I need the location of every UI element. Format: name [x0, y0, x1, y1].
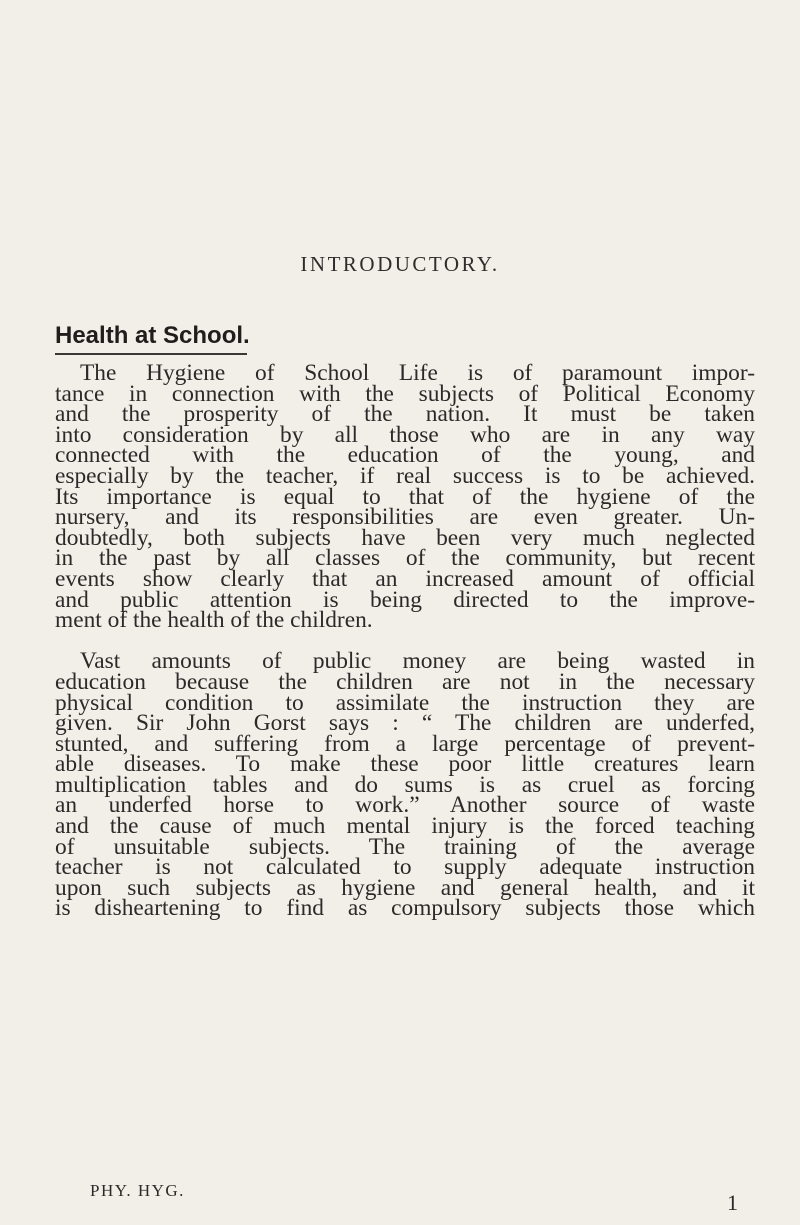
text-line: of unsuitable subjects. The training of the average: [55, 833, 755, 860]
page-number: 1: [727, 1190, 738, 1215]
text-line: tance in connection with the subjects of Political Economy: [55, 380, 755, 407]
text-line: teacher is not calculated to supply adequate instruction: [55, 854, 755, 881]
heading-underline: [55, 353, 247, 355]
text-line: ment of the health of the children.: [55, 607, 373, 634]
text-line: doubtedly, both subjects have been very much neglected: [55, 524, 755, 551]
text-line: Vast amounts of public money are being wasted in: [80, 648, 755, 675]
text-line: especially by the teacher, if real success is to be achieved.: [55, 462, 755, 489]
page-footer: [55, 1181, 755, 1221]
text-line: and public attention is being directed to the improve-: [55, 586, 755, 613]
text-line: stunted, and suffering from a large percentage of prevent-: [55, 730, 755, 757]
text-line: able diseases. To make these poor little creatures learn: [55, 751, 755, 778]
text-line: and the prosperity of the nation. It must be taken: [55, 401, 755, 428]
section-heading: Health at School.: [55, 322, 250, 349]
body-text: [55, 360, 755, 922]
text-line: and the cause of much mental injury is the forced teaching: [55, 813, 755, 840]
text-line: is disheartening to find as compulsory subjects those which: [55, 895, 755, 922]
running-title: INTRODUCTORY.: [300, 252, 500, 276]
paragraph-1: [55, 360, 755, 634]
text-line: The Hygiene of School Life is of paramount impor-: [80, 360, 755, 386]
text-line: multiplication tables and do sums is as cruel as forcing: [55, 771, 755, 798]
text-line: physical condition to assimilate the instruction they are: [55, 689, 755, 716]
paragraph-2: [55, 648, 755, 922]
text-line: connected with the education of the young, and: [55, 442, 755, 469]
text-line: events show clearly that an increased amount of official: [55, 565, 755, 592]
text-line: upon such subjects as hygiene and general health, and it: [55, 874, 755, 901]
signature-mark: PHY. HYG.: [90, 1181, 185, 1200]
text-line: nursery, and its responsibilities are even greater. Un-: [55, 504, 755, 531]
text-line: given. Sir John Gorst says : “ The children are underfed,: [55, 710, 755, 737]
text-line: education because the children are not in the necessary: [55, 668, 755, 695]
text-line: in the past by all classes of the community, but recent: [55, 545, 755, 572]
text-line: an underfed horse to work.” Another source of waste: [55, 792, 755, 819]
text-line: Its importance is equal to that of the hygiene of the: [55, 483, 755, 510]
text-line: into consideration by all those who are in any way: [55, 421, 755, 448]
